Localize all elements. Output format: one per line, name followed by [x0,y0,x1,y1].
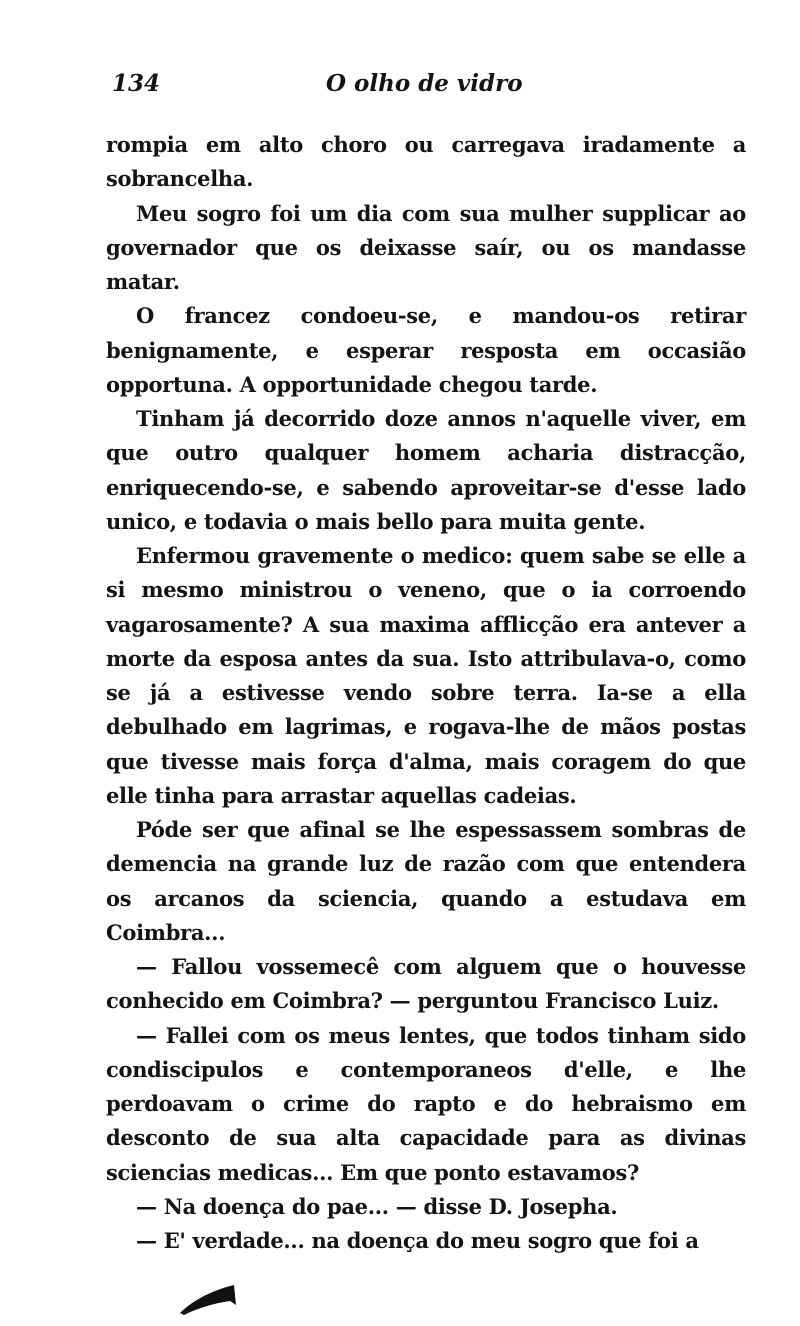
paragraph-1: rompia em alto choro ou carregava iradamente a sobrancelha. [106,132,746,192]
printer-mark-icon [176,1275,240,1317]
paragraph-3: O francez condoeu-se, e mandou-os retirar benignamente, e esperar resposta em occasião opportuna. A opportunidade chegou tarde. [106,303,746,397]
running-title: O olho de vidro [326,70,523,97]
dialogue-1: — Fallou vossemecê com alguem que o houvesse conhecido em Coimbra? — perguntou Francisco Luiz. [106,954,746,1014]
paragraph-4: Tinham já decorrido doze annos n'aquelle viver, em que outro qualquer homem acharia distracção, enriquecendo-se, e sabendo aproveitar-se d'esse lado unico, e todavia o mais bello para muita gente. [106,406,746,534]
dialogue-2: — Fallei com os meus lentes, que todos tinham sido condiscipulos e contemporaneos d'elle, e lhe perdoavam o crime do rapto e do hebraismo em desconto de sua alta capacidade para as divinas sciencias medicas... Em que ponto estavamos? [106,1022,746,1185]
paragraph-6: Póde ser que afinal se lhe espessassem sombras de demencia na grande luz de razão com que entendera os arcanos da sciencia, quando a estudava em Coimbra... [106,817,746,945]
paragraph-5: Enfermou gravemente o medico: quem sabe se elle a si mesmo ministrou o veneno, que o ia corroendo vagarosamente? A sua maxima afflicção era antever a morte da esposa antes da sua. Isto attribulava-o, como se já a estivesse vendo sobre terra. Ia-se a ella debulhado em lagrimas, e rogava-lhe de mãos postas que tivesse mais força d'alma, mais coragem do que elle tinha para arrastar aquellas cadeias. [106,543,746,808]
body-text [106,128,746,1258]
dialogue-4: — E' verdade... na doença do meu sogro que foi a [136,1228,699,1253]
page-number: 134 [112,70,161,97]
paragraph-2: Meu sogro foi um dia com sua mulher supplicar ao governador que os deixasse saír, ou os mandasse matar. [106,200,746,294]
dialogue-3: — Na doença do pae... — disse D. Josepha. [136,1193,618,1219]
running-head [106,66,746,102]
